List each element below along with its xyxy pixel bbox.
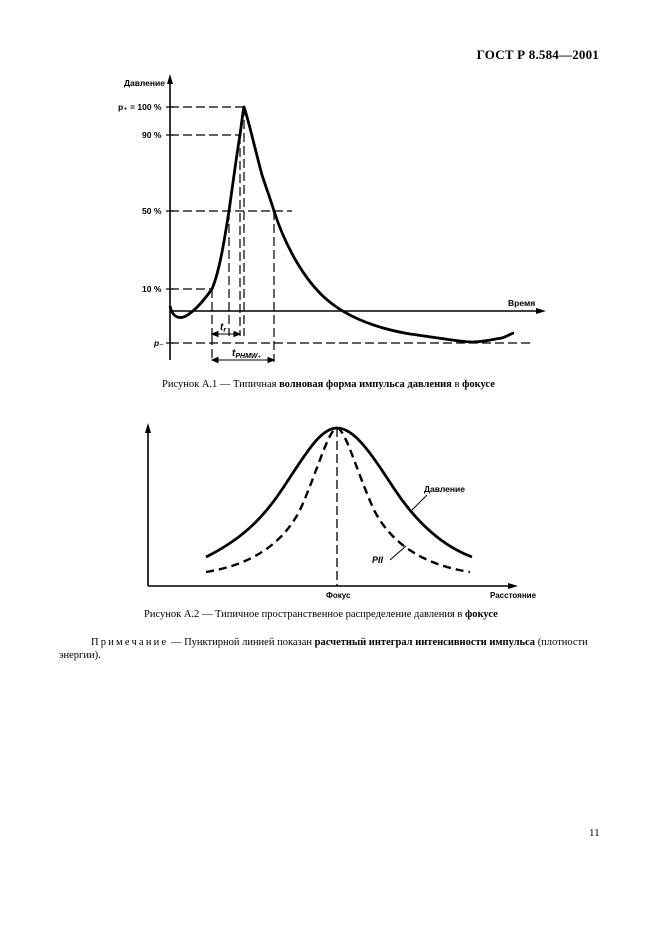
fig1-caption-bold2: фокусе [462,379,495,390]
figure-2-caption [144,609,498,620]
fig2-pii-label: PII [372,555,384,565]
figure-1-caption [162,379,495,390]
note-bold: расчетный интеграл интенсивности импульса [314,637,536,648]
tr-label-main: t [220,322,224,333]
pii-distribution-curve [206,428,470,572]
fig2-xlabel: Расстояние [490,591,537,600]
fig1-ylabel: Давление [124,78,165,88]
fig2-pressure-label: Давление [424,484,465,494]
fig2-focus-label: Фокус [326,591,351,600]
note-label: Примечание [91,637,169,648]
fig2-y-axis-arrow [145,423,151,433]
tr-label [220,322,227,334]
figure-2-spatial-distribution [145,423,537,600]
label-p50: 50 % [142,206,162,216]
tpulse-label [232,348,262,360]
fig1-x-axis-arrow [536,308,546,314]
fig2-caption-bold: фокусе [465,609,498,620]
page-number: 11 [589,827,600,839]
fig1-xlabel: Время [508,298,536,308]
label-p90: 90 % [142,130,162,140]
note-paragraph [59,636,604,662]
pressure-leader [412,495,427,510]
standard-header: ГОСТ Р 8.584—2001 [476,47,599,62]
fig2-x-axis-arrow [508,583,518,589]
label-pminus: p₋ [154,338,164,348]
pii-leader [390,546,406,560]
pulse-waveform-curve [170,107,514,342]
note-text2: (плотности энергии). [59,637,588,661]
tr-label-sub: r [223,327,227,334]
fig2-caption-prefix: Рисунок А.2 — Типичное пространственное распределение давления в [144,609,465,620]
label-p10: 10 % [142,284,162,294]
fig1-y-axis-arrow [167,74,173,84]
note-text1: — Пунктирной линией показан [168,637,315,648]
fig1-caption-bold1: волновая форма импульса давления [279,379,452,390]
label-p100: p₊ = 100 % [118,102,162,112]
fig1-caption-prefix: Рисунок А.1 — Типичная [162,379,280,390]
tpulse-label-main: t [232,348,236,359]
fig1-caption-mid: в [451,379,463,390]
tpulse-label-sub: PHMW₊ [235,353,262,360]
